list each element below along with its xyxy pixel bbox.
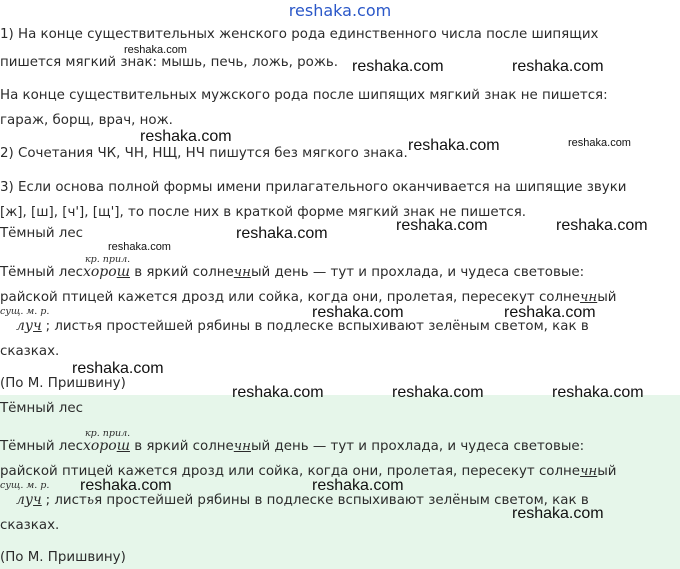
watermark: reshaka.com <box>396 217 488 234</box>
text-segment: Тёмный лес <box>0 265 83 280</box>
rule-2: 2) Сочетания ЧК, ЧН, НЩ, НЧ пишутся без мягкого знака. <box>0 146 408 161</box>
text-segment: ый день — тут и прохлада, и чудеса световые: <box>250 265 585 280</box>
annotated-word-horosh <box>82 254 131 283</box>
text-title: Тёмный лес <box>0 226 83 241</box>
handwritten-word: луч <box>16 318 42 334</box>
rule-1b-line-2: гараж, борщ, врач, нож. <box>0 113 173 128</box>
text-segment: ; лист <box>45 319 87 334</box>
watermark: reshaka.com <box>312 477 404 494</box>
watermark: reshaka.com <box>124 44 187 56</box>
text-segment: райской птицей кажется дрозд или сойка, когда они, пролетая, пересекут солне <box>0 290 581 305</box>
text-segment: Тёмный лес <box>0 439 83 454</box>
watermark: reshaka.com <box>408 137 500 154</box>
handwritten-word: хорош <box>82 438 130 454</box>
answer-source: (По М. Пришвину) <box>0 550 126 565</box>
highlighted-letters: чн <box>233 265 251 280</box>
annotation-note: сущ. м. р. <box>0 480 50 491</box>
text-segment: в яркий солне <box>129 439 234 454</box>
watermark: reshaka.com <box>140 128 232 145</box>
text-segment: ый <box>597 290 617 305</box>
text-segment: ый день — тут и прохлада, и чудеса световые: <box>250 439 585 454</box>
annotation-note: кр. прил. <box>84 254 131 265</box>
watermark: reshaka.com <box>352 58 444 75</box>
watermark: reshaka.com <box>568 137 631 149</box>
site-header[interactable]: reshaka.com <box>288 1 392 20</box>
answer-line-1 <box>0 428 585 457</box>
text-line-1 <box>0 254 585 283</box>
highlighted-letters: чн <box>233 439 251 454</box>
watermark: reshaka.com <box>512 58 604 75</box>
watermark: reshaka.com <box>236 225 328 242</box>
rule-3-line-1: 3) Если основа полной формы имени прилагательного оканчивается на шипящие звуки <box>0 180 627 195</box>
annotated-word-horosh <box>82 428 131 457</box>
text-segment: ; лист <box>45 493 87 508</box>
highlighted-letters: чн <box>580 464 598 479</box>
highlighted-letters: чн <box>580 290 598 305</box>
watermark: reshaka.com <box>72 360 164 377</box>
watermark: reshaka.com <box>552 384 644 401</box>
watermark: reshaka.com <box>108 241 171 253</box>
text-segment: в яркий солне <box>129 265 234 280</box>
annotated-word-luch <box>0 306 50 337</box>
watermark: reshaka.com <box>512 505 604 522</box>
watermark: reshaka.com <box>504 304 596 321</box>
text-segment: я простейшей рябины в подлеске вспыхивают зелёным светом, как в <box>94 493 589 508</box>
watermark: reshaka.com <box>392 384 484 401</box>
annotated-word-luch <box>0 480 50 511</box>
handwritten-word: луч <box>16 492 42 508</box>
watermark: reshaka.com <box>232 384 324 401</box>
rule-1-line-1: 1) На конце существительных женского рода единственного числа после шипящих <box>0 27 599 42</box>
rule-1b-line-1: На конце существительных мужского рода после шипящих мягкий знак не пишется: <box>0 88 608 103</box>
watermark: reshaka.com <box>80 477 172 494</box>
answer-title: Тёмный лес <box>0 401 83 416</box>
rule-1-line-2: пишется мягкий знак: мышь, печь, ложь, рожь. <box>0 55 339 70</box>
text-segment: я простейшей рябины в подлеске вспыхивают зелёным светом, как в <box>94 319 589 334</box>
watermark: reshaka.com <box>312 304 404 321</box>
highlighted-letters: ь <box>86 319 95 334</box>
text-segment: ый <box>597 464 617 479</box>
annotation-note: сущ. м. р. <box>0 306 50 317</box>
answer-line-4: сказках. <box>0 518 60 533</box>
rule-3-line-2: [ж], [ш], [ч'], [щ'], то после них в краткой форме мягкий знак не пишется. <box>0 205 527 220</box>
text-line-4: сказках. <box>0 344 60 359</box>
annotation-note: кр. прил. <box>84 428 131 439</box>
watermark: reshaka.com <box>556 217 648 234</box>
highlighted-letters: ь <box>86 493 95 508</box>
text-source: (По М. Пришвину) <box>0 376 126 391</box>
handwritten-word: хорош <box>82 264 130 280</box>
text-segment: райской птицей кажется дрозд или сойка, когда они, пролетая, пересекут солне <box>0 464 581 479</box>
